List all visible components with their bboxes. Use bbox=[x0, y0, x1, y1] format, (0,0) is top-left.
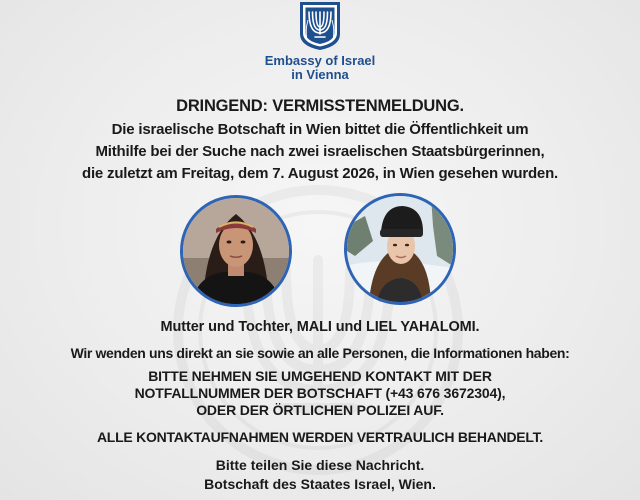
embassy-signature: Botschaft des Staates Israel, Wien. bbox=[204, 476, 436, 492]
cta-line: BITTE NEHMEN SIE UMGEHEND KONTAKT MIT DER bbox=[148, 368, 492, 384]
mother-photo bbox=[180, 195, 292, 307]
daughter-photo bbox=[344, 193, 456, 305]
notice-headline: DRINGEND: VERMISSTENMELDUNG. bbox=[176, 97, 464, 115]
confidentiality-note: ALLE KONTAKTAUFNAHMEN WERDEN VERTRAULICH BEHANDELT. bbox=[96, 429, 544, 445]
intro-line: die zuletzt am Freitag, dem 7. August 2026, in Wien gesehen wurden. bbox=[81, 165, 558, 182]
share-request: Bitte teilen Sie diese Nachricht. bbox=[215, 457, 425, 473]
missing-persons-names: Mutter und Tochter, MALI und LIEL YAHALOMI. bbox=[160, 319, 480, 335]
appeal-text: Wir wenden uns direkt an sie sowie an alle Personen, die Informationen haben: bbox=[70, 345, 570, 361]
intro-line: Die israelische Botschaft in Wien bittet die Öffentlichkeit um bbox=[111, 121, 529, 138]
cta-line: ODER DER ÖRTLICHEN POLIZEI AUF. bbox=[196, 402, 444, 418]
cta-line: NOTFALLNUMMER DER BOTSCHAFT (+43 676 3672304), bbox=[134, 385, 506, 401]
notice-intro bbox=[40, 119, 600, 185]
org-name-line2: in Vienna bbox=[291, 67, 349, 82]
contact-instructions bbox=[60, 368, 580, 419]
intro-line: Mithilfe bei der Suche nach zwei israelischen Staatsbürgerinnen, bbox=[95, 143, 545, 160]
org-name-line1: Embassy of Israel bbox=[264, 53, 376, 68]
menorah-emblem-icon bbox=[296, 0, 344, 52]
